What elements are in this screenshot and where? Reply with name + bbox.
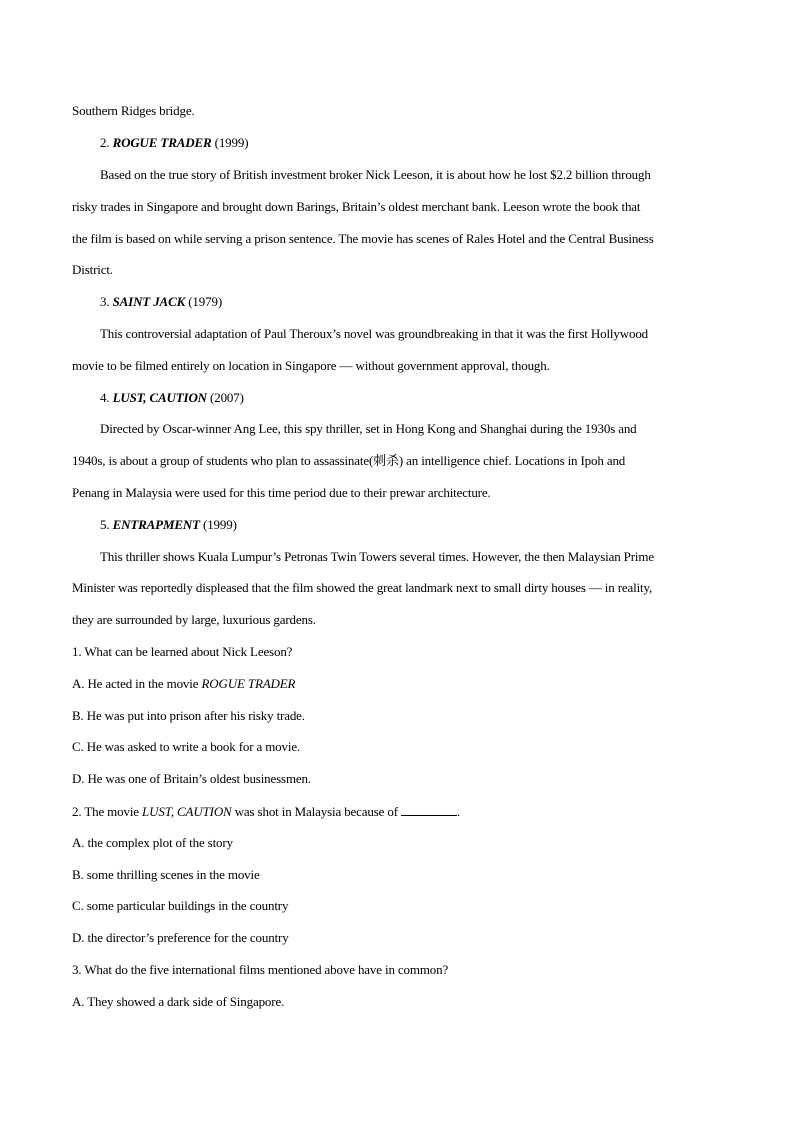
- paragraph-line: Directed by Oscar-winner Ang Lee, this spy thriller, set in Hong Kong and Shanghai during the 1930s and: [100, 421, 637, 436]
- question-stem: [72, 803, 460, 820]
- paragraph-line: This thriller shows Kuala Lumpur’s Petronas Twin Towers several times. However, the then Malaysian Prime: [100, 549, 654, 564]
- paragraph-line: risky trades in Singapore and brought down Barings, Britain’s oldest merchant bank. Leeson wrote the book that: [72, 199, 641, 214]
- paragraph-line: 1940s, is about a group of students who plan to assassinate(刺杀) an intelligence chief. Locations in Ipoh and: [72, 453, 626, 468]
- question-stem: 1. What can be learned about Nick Leeson?: [72, 644, 293, 659]
- film-heading: [100, 135, 248, 151]
- film-title: ROGUE TRADER: [112, 135, 212, 150]
- film-title: SAINT JACK: [112, 294, 186, 309]
- answer-option: A. They showed a dark side of Singapore.: [72, 994, 285, 1009]
- paragraph-line: movie to be filmed entirely on location in Singapore — without government approval, though.: [72, 358, 550, 373]
- film-year: (1979): [188, 294, 222, 309]
- option-italic-title: ROGUE TRADER: [201, 676, 296, 691]
- paragraph-line: Penang in Malaysia were used for this time period due to their prewar architecture.: [72, 485, 491, 500]
- answer-option: C. He was asked to write a book for a movie.: [72, 739, 301, 754]
- film-heading: [100, 294, 222, 310]
- film-number: 3.: [100, 294, 110, 309]
- stem-end: .: [457, 804, 461, 819]
- answer-option: C. some particular buildings in the country: [72, 898, 289, 913]
- stem-text: 2. The movie: [72, 804, 143, 819]
- film-title: ENTRAPMENT: [112, 517, 200, 532]
- answer-option: B. He was put into prison after his risky trade.: [72, 708, 305, 723]
- film-year: (1999): [203, 517, 237, 532]
- paragraph-line: they are surrounded by large, luxurious gardens.: [72, 612, 316, 627]
- paragraph-line: Minister was reportedly displeased that the film showed the great landmark next to small dirty houses — in reality,: [72, 580, 653, 595]
- film-year: (1999): [214, 135, 249, 150]
- passage-continuation: Southern Ridges bridge.: [72, 103, 195, 118]
- film-year: (2007): [210, 390, 244, 405]
- answer-option: D. He was one of Britain’s oldest businessmen.: [72, 771, 311, 786]
- film-title: LUST, CAUTION: [112, 390, 207, 405]
- paragraph-line: This controversial adaptation of Paul Theroux’s novel was groundbreaking in that it was the first Hollywood: [100, 326, 649, 341]
- film-heading: [100, 390, 244, 406]
- film-number: 2.: [100, 135, 110, 150]
- film-heading: [100, 517, 237, 533]
- film-number: 5.: [100, 517, 110, 532]
- film-number: 4.: [100, 390, 110, 405]
- paragraph-line: the film is based on while serving a prison sentence. The movie has scenes of Rales Hotel and the Central Business: [72, 231, 654, 246]
- answer-option: [72, 676, 295, 692]
- question-stem: 3. What do the five international films mentioned above have in common?: [72, 962, 449, 977]
- answer-blank: [401, 803, 457, 816]
- stem-text: was shot in Malaysia because of: [231, 804, 402, 819]
- answer-option: D. the director’s preference for the country: [72, 930, 289, 945]
- paragraph-line: District.: [72, 262, 113, 277]
- answer-option: A. the complex plot of the story: [72, 835, 233, 850]
- option-text: A. He acted in the movie: [72, 676, 202, 691]
- paragraph-line: Based on the true story of British investment broker Nick Leeson, it is about how he lost $2.2 billion through: [100, 167, 651, 182]
- answer-option: B. some thrilling scenes in the movie: [72, 867, 260, 882]
- stem-italic-title: LUST, CAUTION: [142, 804, 232, 819]
